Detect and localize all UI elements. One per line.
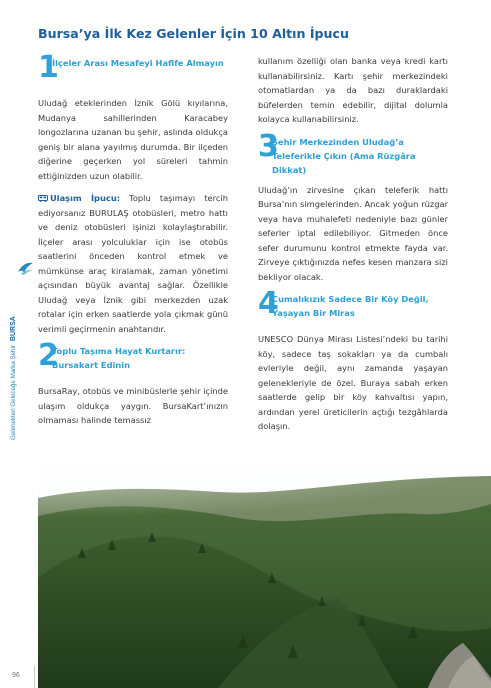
tip-1-number: 1: [38, 50, 59, 85]
tip-2-title: Toplu Taşıma Hayat Kurtarır: Bursakart Edinin: [52, 346, 186, 370]
tip-3-title: Şehir Merkezinden Uludağ’a Teleferikle Çıkın (Ama Rüzgâra Dikkat): [272, 136, 416, 175]
tip-2-number: 2: [38, 338, 59, 373]
tip-2-body-continued: kullanım özelliği olan banka veya kredi kartı kullanabilirsiniz. Kartı şehir merkezindeki otomatlardan ya da bazı duraklardaki büfelerden temin edebilir, dijital dolumla kolayca kullanabilirsiniz.: [258, 56, 448, 124]
tip-4-number: 4: [258, 286, 279, 321]
sidebar-tagline: Gelenekten Geleceğe Marka Şehir: [10, 345, 17, 440]
transport-note: [38, 191, 228, 336]
tip-1-title: İlçeler Arası Mesafeyi Hafife Almayın: [52, 58, 224, 68]
tip-1-body: Uludağ eteklerinden İznik Gölü kıyılarına, Mudanya sahillerinden Karacabey longozlarına uzanan bu şehir, aslında oldukça geniş bir alana yayılmış durumda. Bir ilçeden diğerine geçerken yol süreleri tahmin ettiğinizden uzun olabilir.: [38, 98, 228, 181]
tip-4-heading: [258, 286, 448, 326]
page-title: Bursa’ya İlk Kez Gelenler İçin 10 Altın İpucu: [38, 26, 349, 41]
tip-2-heading: [38, 338, 228, 378]
page-number: 96: [12, 672, 20, 679]
tip-3-number: 3: [258, 128, 279, 164]
sidebar-brand-name: BURSA: [10, 316, 17, 342]
tip-3-body: Uludağ’ın zirvesine çıkan teleferik hattı Bursa’nın simgelerinden. Ancak yoğun rüzgar veya hava muhalefeti nedeniyle bazı günler seferler iptal edilebiliyor. Gitmeden önce sefer durumunu kontrol etmekte fayda var. Zirveye çıktığınızda nefes kesen manzara sizi bekliyor olacak.: [258, 184, 448, 282]
tip-1-heading: [38, 50, 228, 90]
bus-icon: [38, 195, 48, 202]
tip-2-body: BursaRay, otobüs ve minibüslerle şehir içinde ulaşım oldukça yaygın. BursaKart’ınızın olmaması halinde temassız: [38, 386, 228, 425]
tip-3-heading: [258, 128, 448, 177]
left-column: [38, 50, 228, 436]
sidebar-brand-text: [10, 316, 17, 440]
footer-rule: [34, 666, 35, 688]
transport-note-label: Ulaşım İpucu:: [50, 193, 121, 203]
tip-4-title: Cumalıkızık Sadece Bir Köy Değil, Yaşayan Bir Miras: [272, 294, 429, 318]
right-column: [258, 54, 448, 442]
bursa-bird-logo-icon: [16, 260, 34, 276]
sidebar-brand: [8, 260, 36, 460]
tip-4-body: UNESCO Dünya Mirası Listesi’ndeki bu tarihi köy, sadece taş sokakları ya da cumbalı evleriyle değil, aynı zamanda yaşayan gelenekleriyle de özel. Buraya sabah erken saatlerde gelip bir köy kahvaltısı yapın, ardından yerel üreticilerin açtığı tezgâhlarda dolaşın.: [258, 334, 448, 431]
transport-note-body: Toplu taşımayı tercih ediyorsanız BURULAŞ otobüsleri, metro hattı ve deniz otobüsleri işinizi kolaylaştırabilir. İlçeler arası yolculuklar için ise otobüs saatlerini önceden kontrol etmek ve mümkünse araç kiralamak, zaman yönetimi açısından büyük avantaj sağlar. Özellikle Uludağ veya İznik gibi merkezden uzak rotalar için erken saatlerde yola çıkmak günü verimli geçirmenin anahtarıdır.: [38, 193, 228, 334]
forested-mountain-photo: [38, 458, 491, 688]
